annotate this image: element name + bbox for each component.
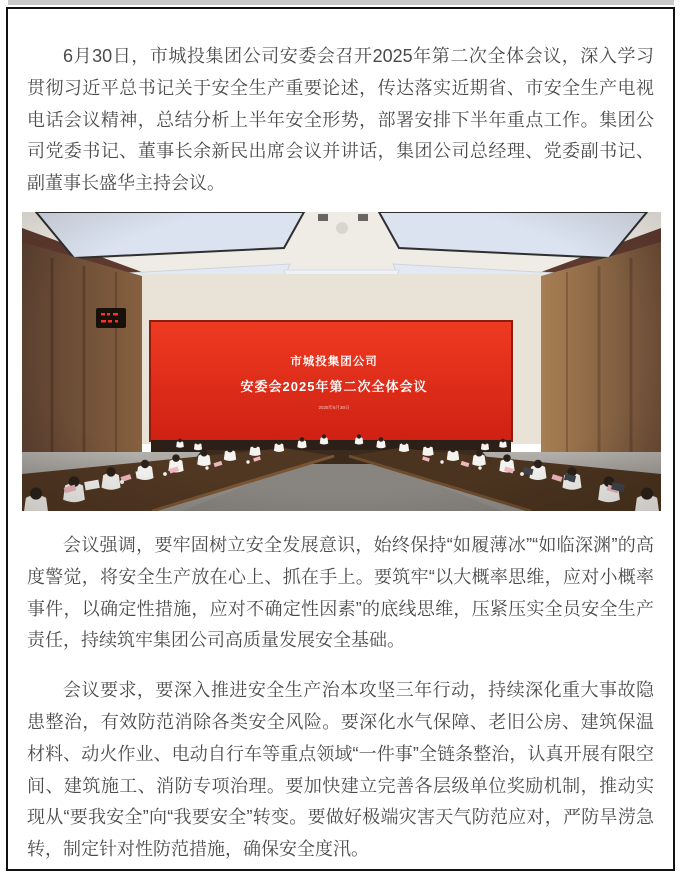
meeting-room-photo[interactable] [22, 212, 661, 511]
paragraph-requirements: 会议要求，要深入推进安全生产治本攻坚三年行动，持续深化重大事故隐患整治，有效防范消除各类安全风险。要深化水气保障、老旧公房、建筑保温材料、动火作业、电动自行车等重点领域“一件事”全链条整治，认真开展有限空间、建筑施工、消防专项治理。要加快建立完善各层级单位奖励机制，推动实现从“要我安全”向“我要安全”转变。要做好极端灾害天气防范应对，严防旱涝急转，制定针对性防范措施，确保安全度汛。 [27, 680, 654, 860]
paragraph-emphasis: 会议强调，要牢固树立安全发展意识，始终保持“如履薄冰”“如临深渊”的高度警觉，将安全生产放在心上、抓在手上。要筑牢“以大概率思维，应对小概率事件，以确定性措施，应对不确定性因素”的底线思维，压紧压实全员安全生产责任，持续筑牢集团公司高质量发展安全基础。 [27, 534, 654, 651]
article-page-frame [6, 7, 675, 871]
top-edge-strip [8, 0, 674, 5]
photo-vignette [22, 212, 661, 511]
paragraph-intro: 6月30日，市城投集团公司安委会召开2025年第二次全体会议，深入学习贯彻习近平总书记关于安全生产重要论述，传达落实近期省、市安全生产电视电话会议精神，总结分析上半年安全形势，部署安排下半年重点工作。集团公司党委书记、董事长余新民出席会议并讲话，集团公司总经理、党委副书记、副董事长盛华主持会议。 [27, 46, 654, 194]
article-body [27, 41, 654, 866]
